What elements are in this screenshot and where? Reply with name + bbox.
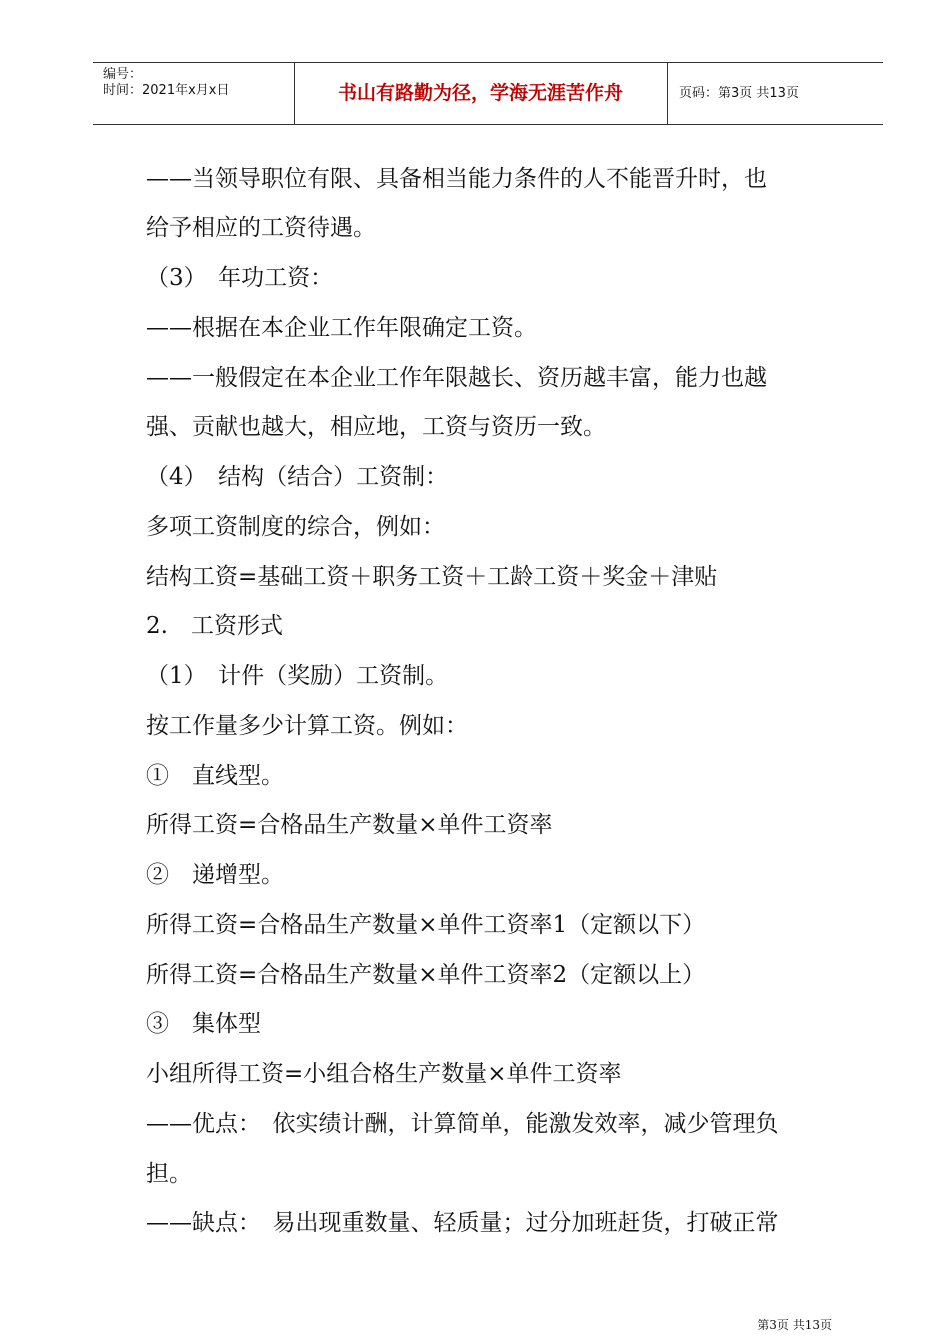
header-motto: 书山有路勤为径，学海无涯苦作舟	[337, 82, 623, 104]
body-line: ③ 集体型	[146, 1011, 261, 1037]
body-line: 所得工资=合格品生产数量×单件工资率	[146, 812, 553, 838]
body-line: ① 直线型。	[146, 763, 284, 789]
body-line: ——当领导职位有限、具备相当能力条件的人不能晋升时，也	[146, 166, 767, 192]
body-line: ——缺点： 易出现重数量、轻质量；过分加班赶货，打破正常	[146, 1210, 779, 1236]
header-page-code: 页码：第3页 共13页	[679, 86, 799, 101]
body-line: 小组所得工资=小组合格生产数量×单件工资率	[146, 1061, 622, 1087]
body-line: 结构工资=基础工资＋职务工资＋工龄工资＋奖金＋津贴	[146, 564, 718, 590]
body-line: ② 递增型。	[146, 862, 284, 888]
page-footer: 第3页 共13页	[757, 1318, 832, 1332]
body-line: （3） 年功工资：	[146, 265, 334, 291]
body-line: （4） 结构（结合）工资制：	[146, 464, 449, 490]
body-line: ——优点： 依实绩计酬，计算简单，能激发效率，减少管理负	[146, 1111, 779, 1137]
body-line: （1） 计件（奖励）工资制。	[146, 663, 449, 689]
body-line: ——根据在本企业工作年限确定工资。	[146, 315, 537, 341]
body-line: 多项工资制度的综合，例如：	[146, 514, 445, 540]
body-line: 按工作量多少计算工资。例如：	[146, 713, 468, 739]
body-line: 所得工资=合格品生产数量×单件工资率2（定额以上）	[146, 962, 706, 988]
document-number-label: 编号：	[103, 67, 143, 82]
header-motto-cell	[294, 63, 668, 124]
header-meta-cell	[93, 63, 295, 124]
body-line: 2. 工资形式	[146, 613, 283, 639]
document-time-label: 时间：2021年x月x日	[103, 83, 230, 98]
header-page-cell	[667, 63, 883, 124]
body-line: 强、贡献也越大，相应地，工资与资历一致。	[146, 414, 606, 440]
document-header	[93, 62, 883, 125]
body-line: 给予相应的工资待遇。	[146, 215, 376, 241]
body-line: 担。	[146, 1161, 192, 1187]
body-line: ——一般假定在本企业工作年限越长、资历越丰富，能力也越	[146, 365, 767, 391]
body-line: 所得工资=合格品生产数量×单件工资率1（定额以下）	[146, 912, 706, 938]
